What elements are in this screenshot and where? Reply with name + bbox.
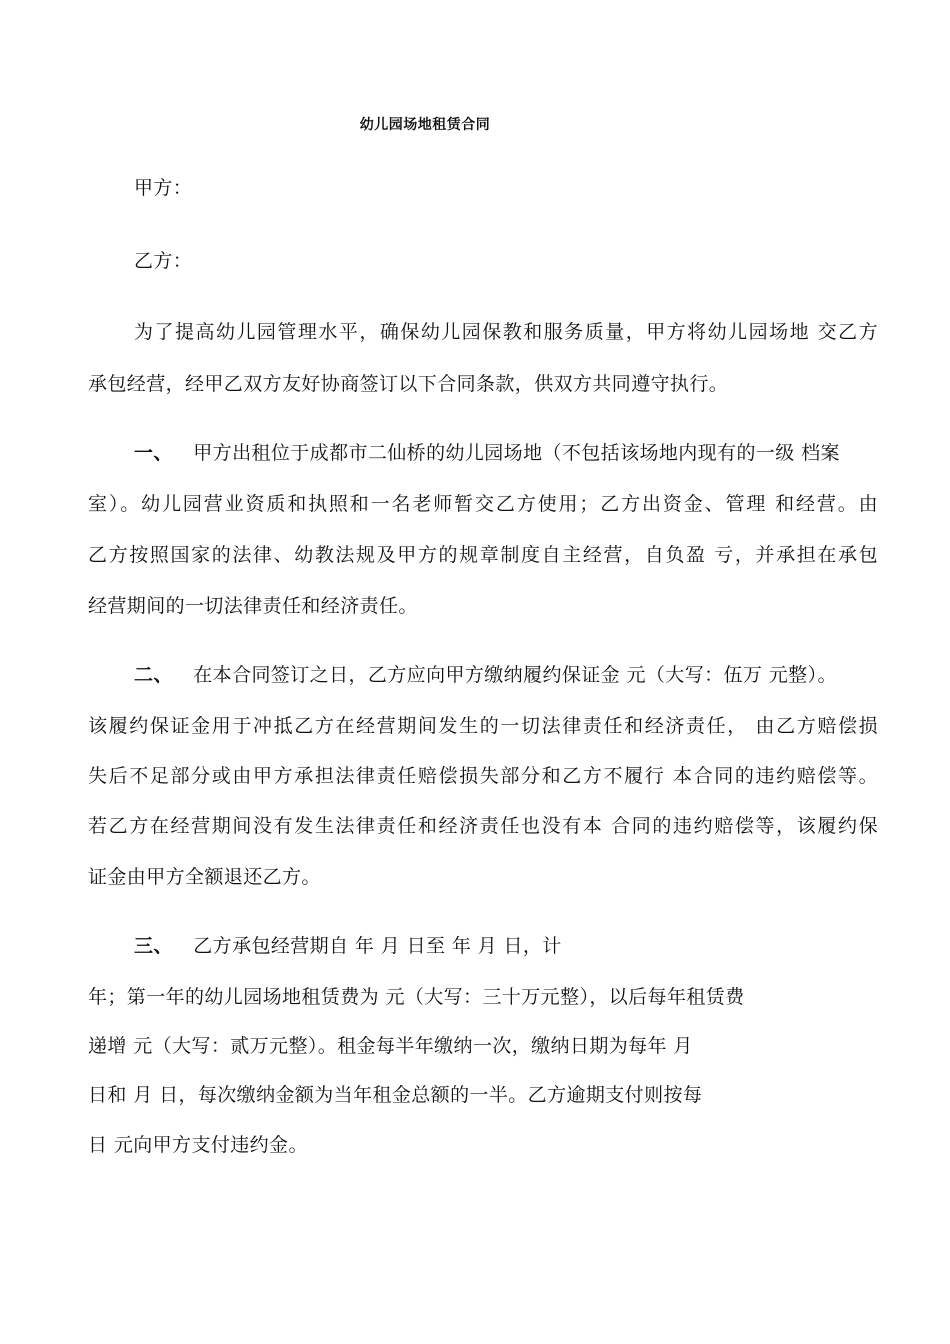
clause-2-number: 二、	[134, 664, 173, 686]
clause-1-first-line	[134, 441, 878, 465]
clause-3-first-line	[134, 934, 878, 958]
clause-2-line: 证金由甲方全额退还乙方。	[88, 866, 321, 888]
clause-3-line: 日 元向甲方支付违约金。	[88, 1134, 308, 1156]
party-a-line: 甲方：	[134, 177, 193, 199]
clause-1-line: 室）。幼儿园营业资质和执照和一名老师暂交乙方使用；乙方出资金、管理 和经营。由	[88, 493, 878, 515]
clause-1-line: 经营期间的一切法律责任和经济责任。	[88, 595, 418, 617]
clause-1-line: 乙方按照国家的法律、幼教法规及甲方的规章制度自主经营，自负盈 亏，并承担在承包	[88, 544, 878, 566]
intro-line: 为了提高幼儿园管理水平，确保幼儿园保教和服务质量，甲方将幼儿园场地 交乙方	[134, 321, 878, 343]
clause-2-text: 在本合同签订之日，乙方应向甲方缴纳履约保证金 元（大写：伍万 元整）。	[193, 664, 837, 686]
clause-2-line: 该履约保证金用于冲抵乙方在经营期间发生的一切法律责任和经济责任， 由乙方赔偿损	[88, 715, 878, 737]
party-b-line: 乙方：	[134, 250, 193, 272]
intro-line: 承包经营，经甲乙双方友好协商签订以下合同条款，供双方共同遵守执行。	[88, 373, 729, 395]
clause-3-number: 三、	[134, 935, 173, 957]
clause-3-line: 递增 元（大写：贰万元整）。租金每半年缴纳一次，缴纳日期为每年 月	[88, 1035, 693, 1057]
document-title: 幼儿园场地租赁合同	[359, 117, 491, 133]
clause-1-text: 甲方出租位于成都市二仙桥的幼儿园场地（不包括该场地内现有的一级 档案	[193, 442, 840, 464]
clause-3-text: 乙方承包经营期自 年 月 日至 年 月 日，计	[193, 935, 562, 957]
clause-3-line: 日和 月 日，每次缴纳金额为当年租金总额的一半。乙方逾期支付则按每	[88, 1084, 703, 1106]
clause-1-number: 一、	[134, 442, 173, 464]
clause-3-line: 年；第一年的幼儿园场地租赁费为 元（大写：三十万元整），以后每年租赁费	[88, 986, 745, 1008]
clause-2-line: 失后不足部分或由甲方承担法律责任赔偿损失部分和乙方不履行 本合同的违约赔偿等。	[88, 765, 878, 787]
clause-2-first-line	[134, 663, 878, 687]
clause-2-line: 若乙方在经营期间没有发生法律责任和经济责任也没有本 合同的违约赔偿等，该履约保	[88, 815, 878, 837]
